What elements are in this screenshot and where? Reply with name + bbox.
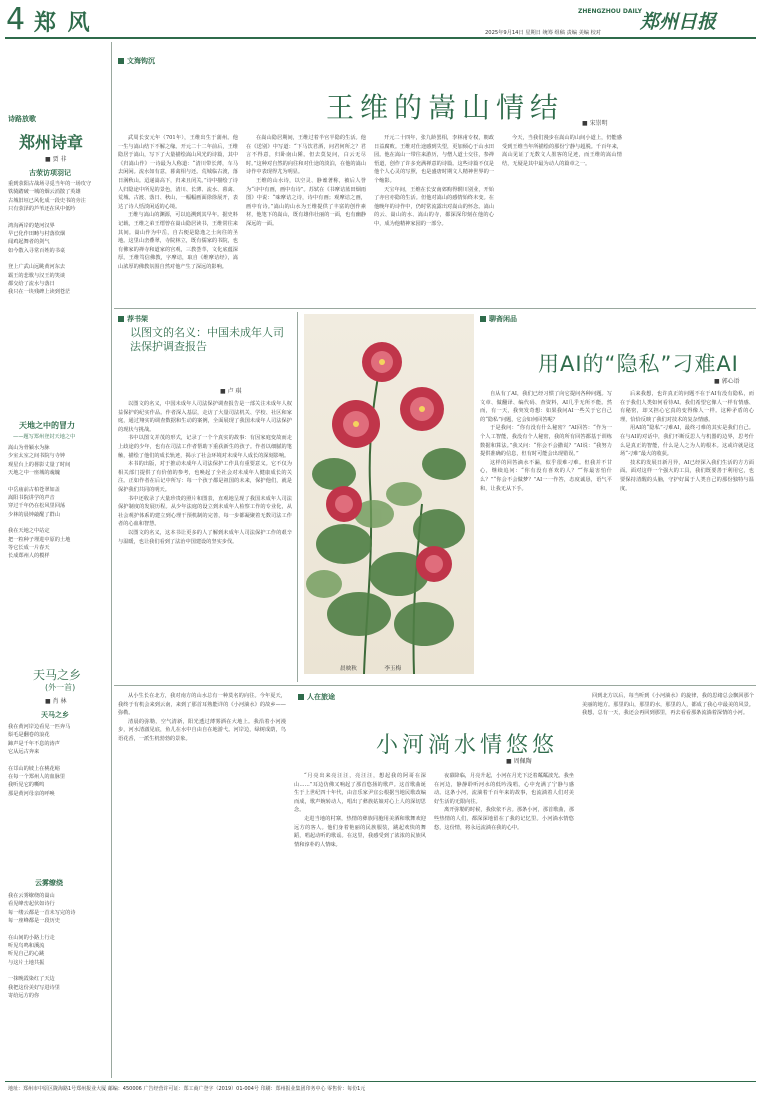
top-article-col5 (630, 134, 750, 304)
poem-line: 古城旧垣已风化成一段史书的旁注 (8, 197, 86, 204)
paragraph: 离开弥勒的时候，我依依不舍。那条小河，那首歌曲，那些热情的人们，都深深地留在了我的记忆里。小河淌水情悠悠，这份情，将永远流淌在我的心中。 (434, 807, 574, 831)
left-column-divider (111, 42, 112, 1078)
poem3-author: ■ 肖 林 (45, 698, 67, 705)
poem-line: 我在云雾缭绕的嵩山 (8, 893, 55, 899)
section-marker-icon (480, 316, 486, 322)
travel-author-name: 周佩陶 (513, 758, 532, 765)
poem-line: 少室太室之间书院与寺钟 (8, 453, 66, 460)
top-article-divider (114, 308, 756, 309)
poem-line: 嵩阳书院讲学的声音 (8, 495, 55, 502)
section-marker-icon (298, 694, 304, 700)
poem-line: 闻鸡起舞者的剑气 (8, 239, 50, 246)
poem-line: 重到荥阳古战场寻觅当年的一场攻守 (8, 181, 92, 187)
poem-line: 等它长成一片春天 (8, 545, 50, 552)
painting-image (304, 314, 474, 674)
paragraph: 后来我想，也许真正的问题不在于AI有没有隐私，而在于我们人类如何看待AI。我们希望它像人一样有情感、有秘密，却又担心它真的变得像人一样。这种矛盾的心理，恰恰反映了我们对技术的复杂情感。 (620, 391, 754, 423)
poem-line: 铁骑踏破一城的烟云消散了英雄 (8, 189, 81, 196)
poem-line: 穿过千年仍在松风里回荡 (8, 503, 66, 510)
paragraph: “月亮出来亮汪汪，亮汪汪，想起我的阿哥在深山……”耳边仿佛又响起了那首悠扬的歌声。这首歌曲诞生于上世纪四十年代，由音乐家尹宜公根据当地民歌改编而成，歌声婉转动人，唱出了彝族姑娘对心上人的深切思念。 (294, 773, 426, 814)
poem-line: 我在黄河岸边看见一匹奔马 (8, 724, 71, 730)
stanza-break (8, 214, 109, 222)
travel-article-col1 (118, 692, 286, 1076)
poem-line: 蹄声是千年不息的涛声 (8, 740, 60, 747)
poem-line: 如今散入寻常百姓的书桌 (8, 247, 66, 254)
paragraph: 从小生长在北方，我对南方的山水总有一种莫名的向往。今年夏天，我终于有机会来到云南，来到了那首耳熟能详的《小河淌水》的故乡——弥勒。 (118, 693, 286, 717)
poem3-author-name: 肖 林 (52, 698, 67, 705)
painting-caption (340, 664, 401, 672)
paper-pinyin: ZHENGZHOU DAILY (578, 8, 642, 15)
paragraph: 天宝年间，王维在长安南郊购得辋川别业，开始了亦官亦隐的生活。但他对嵩山的感情始终未变。在他晚年的诗作中，仍时常流露出对嵩山的怀念。嵩山的云、嵩山的水、嵩山的寺，都深深印刻在他的心中，成为他精神家园的一部分。 (374, 186, 494, 227)
poem-line: 听见自己的心跳 (8, 951, 45, 958)
book-article-body (118, 400, 292, 682)
poem-line: 都交给了流水与落日 (8, 281, 55, 288)
paragraph: 夜幕降临，月亮升起，小河在月光下泛着粼粼波光。我坐在河边，静静聆听河水的低吟浅唱，心中充满了宁静与感动。这条小河，流淌着千百年来的故事，也流淌着人们对美好生活的无限向往。 (434, 773, 574, 805)
poem-line: 鬃毛是翻卷的浪花 (8, 732, 50, 739)
page-number: 4 (6, 2, 26, 37)
poem-line: 看见峰峦起伏如诗行 (8, 901, 55, 908)
poem-line: 长成郑州人的模样 (8, 553, 50, 560)
travel-article-col3 (434, 772, 574, 1076)
paragraph: 王维的山水诗，以空灵、静谧著称，被后人誉为“诗中有画，画中有诗”。苏轼在《书摩诘蓝田烟雨图》中说：“味摩诘之诗，诗中有画；观摩诘之画，画中有诗。”嵩山的山水为王维提供了丰富的创作素材，他笔下的嵩山，既有雄伟壮丽的一面，也有幽静深远的一面。 (246, 177, 366, 227)
poem3-section: 天马之乡 (41, 711, 69, 719)
top-article (116, 42, 756, 307)
stanza-break (8, 255, 109, 263)
poem-line: 寄给远方的你 (8, 993, 40, 1000)
poem-line: 霸王的悲歌与汉王的笑谈 (8, 272, 66, 279)
left-column (5, 42, 109, 1080)
poem-line: 听见鸟鸣和溪流 (8, 943, 45, 950)
stanza-break (8, 478, 109, 486)
paragraph: 清晨的弥勒，空气清新，阳光透过薄雾洒在大地上。我沿着小河漫步，河水清澈见底，鱼儿在水中自由自在地游弋。河岸边，绿树成荫，鸟语花香，一派生机勃勃的景象。 (118, 718, 286, 742)
travel-article-author: ■ 周佩陶 (506, 758, 532, 765)
paragraph: 回到北方以后，每当听到《小河淌水》的旋律，我的思绪总会飘回那个美丽的地方。那里的山，那里的水，那里的人，都成了我心中最美的风景。我想，总有一天，我还会再回到那里，再去看看那条流淌着深情的小河。 (582, 693, 754, 717)
caption-author: 李玉梅 (384, 666, 402, 672)
poem-line: 在邙山的坡上在桃花峪 (8, 765, 60, 772)
book-section-text: 荐书架 (127, 315, 148, 323)
ai-article-col2 (620, 390, 754, 682)
book-section-label (118, 314, 148, 324)
poem1-body (8, 180, 109, 405)
ai-article-author: ■ 郭心语 (714, 378, 740, 385)
top-section-text: 文海钩沉 (127, 57, 155, 65)
masthead-rule (5, 37, 756, 39)
poem2-title: 天地之中的冒力 (19, 421, 75, 430)
poem-line: 中岳庙前古柏苍翠如盖 (8, 486, 60, 493)
poem-line: 在每一个郑州人的血脉里 (8, 774, 66, 781)
poem2-body (8, 444, 109, 654)
date-line: 2025年9月14日 星期日 统筹 组稿 责编 美编 校对 (485, 30, 601, 36)
poem-line: 那是黄河母亲的呼唤 (8, 790, 55, 797)
left-column-author: ■ 贾 非 (45, 156, 67, 163)
footer-text: 地址：郑州市中原区陇海路1号郑州报业大厦 邮编：450006 广告经营许可证：郑工商广登字（2019）01-004号 印刷：郑州报业集团印务中心 零售价：每份1元 (8, 1086, 366, 1092)
paragraph: 自从有了AI，我们已经习惯了向它提问各种问题。写文章、做翻译、编代码、查资料，AI几乎无所不能。然而，有一天，我突发奇想：如果我问AI一些关于它自己的“隐私”问题，它会如何回答呢？ (480, 391, 612, 423)
paragraph: 书中以图文并茂的形式，记录了一个个真实的故事：有因家庭变故而走上歧途的少年，也有在司法工作者帮助下重获新生的孩子。作者以细腻的笔触，描绘了他们的成长轨迹，揭示了社会环境对未成年人成长的深刻影响。 (118, 435, 292, 459)
top-article-title: 王维的嵩山情结 (326, 91, 565, 124)
paragraph: 以图文的名义，这本书让更多的人了解到未成年人司法保护工作的艰辛与温暖，也让我们看到了法治中国建设的坚实步伐。 (118, 529, 292, 545)
page-name: 郑 风 (34, 11, 92, 36)
paragraph: 技术的发展日新月异，AI已经深入我们生活的方方面面。面对这样一个强大的工具，我们既要善于利用它，也要保持清醒的头脑，守护好属于人类自己的那份独特与温度。 (620, 459, 754, 492)
book-review (116, 310, 294, 684)
poem2-subtitle: ——题写郑州登封天地之中 (13, 434, 76, 440)
hollyhock-painting (304, 314, 474, 674)
left-author-name: 贾 非 (52, 156, 67, 163)
mid-divider-horizontal (114, 685, 756, 686)
poem-line: 天地之中一座城的魂魄 (8, 470, 60, 477)
stanza-break (8, 926, 109, 934)
paragraph: 武周长安元年（701年），王维出生于蒲州。他一生与嵩山结下不解之缘。开元二十二年前后，王维隐居于嵩山，写下了大量描绘嵩山风光的诗篇，其中《归嵩山作》一诗最为人称道：“清川带长薄，车马去闲闲。流水如有意，暮禽相与还。荒城临古渡，落日满秋山。迢递嵩高下，归来且闭关。”诗中描绘了诗人归隐途中所见的景色，清川、长薄、流水、暮禽、荒城、古渡、落日、秋山，一幅幅画面徐徐展开，表达了诗人恬淡闲适的心境。 (118, 135, 238, 210)
poem-line: 少林的晨钟敲醒了群山 (8, 511, 60, 518)
paragraph: 今天，当我们漫步在嵩山的山间小道上，仍能感受到王维当年所描绘的那份宁静与超脱。千百年来，嵩山见证了无数文人墨客的足迹，而王维的嵩山情结，无疑是其中最为动人的篇章之一。 (502, 135, 622, 167)
top-author-name: 宋崇明 (589, 120, 608, 127)
book-author-name: 卢 琪 (227, 388, 242, 395)
paragraph: 在嵩山隐居期间，王维过着半官半隐的生活。他在《送别》中写道：“下马饮君酒，问君何所之？君言不得意，归卧南山陲。但去莫复问，白云无尽时。”这种对自然的向往和对仕途的淡泊，在他的嵩山诗作中表现得尤为明显。 (246, 135, 366, 176)
top-article-col4 (502, 134, 622, 304)
book-article-author: ■ 卢 琪 (220, 388, 242, 395)
footer-rule (5, 1081, 756, 1082)
section-marker-icon (118, 316, 124, 322)
paragraph: 开元二十四年，张九龄罢相，李林甫专权，朝政日益腐败。王维对仕途感到失望，更加倾心于山水田园。他在嵩山一带往来游历，与僧人道士交往，参禅悟道，创作了许多充满禅意的诗篇。这些诗篇不仅是他个人心灵的写照，也是盛唐时期文人精神世界的一个缩影。 (374, 135, 494, 184)
poem3-body (8, 723, 109, 861)
ai-article-col1 (480, 390, 612, 682)
stanza-break (8, 757, 109, 765)
poem-line: 我只在一块残碑上读到苍茫 (8, 289, 71, 296)
top-article-author: ■ 宋崇明 (582, 120, 608, 127)
top-article-col1 (118, 134, 238, 304)
poem-line: 鸿沟两岸的楚河汉界 (8, 222, 55, 229)
poem-line: 嵩山为骨颍水为脉 (8, 445, 50, 451)
poem-line: 一抹晚霞染红了天边 (8, 976, 55, 983)
paragraph: 这样的回答滴水不漏，似乎很难刁难。但我并不甘心，继续追问：“你有没有喜欢的人？”“你最害怕什么？”“你会不会做梦？”AI一一作答，态度诚恳，语气平和，让我无从下手。 (480, 459, 612, 492)
paper-name-logo: 郑州日报 (640, 11, 717, 33)
paragraph: 于是我问：“你有没有什么秘密？”AI回答：“作为一个人工智能，我没有个人秘密，我的所有回答都基于训练数据和算法。”我又问：“你会不会撒谎？”AI说：“我努力提供准确的信息，但有时可能会出现错误。” (480, 425, 612, 458)
poem-line: 只有荥泽的芦苇还在风中低吟 (8, 206, 76, 213)
section-marker-icon (118, 58, 124, 64)
paragraph: 以图文的名义，中国未成年人司法保护调查报告是一部关注未成年人权益保护的纪实作品。作者深入基层，走访了大量司法机关、学校、社区和家庭，通过翔实的调查数据和生动的案例，全面展现了我国未成年人司法保护的现状与挑战。 (118, 401, 292, 433)
travel-section-text: 人在旅途 (307, 693, 335, 701)
travel-article-col2 (294, 772, 426, 1076)
left-section-label: 诗路放歌 (8, 115, 36, 123)
paragraph: 书中还收录了大量珍贵的照片和图表，直观地呈现了我国未成年人司法保护制度的发展历程。从少年法庭的设立到未成年人检察工作的专业化，从社会观护体系的建立到心理干预机制的完善，每一步都凝聚着无数司法工作者的心血和智慧。 (118, 495, 292, 528)
paragraph: 本书的出版，对于推动未成年人司法保护工作具有重要意义。它不仅为相关部门提供了有价值的参考，也唤起了全社会对未成年人健康成长的关注。正如作者在后记中所写：每一个孩子都是祖国的未来，保护他们，就是保护我们共同的明天。 (118, 461, 292, 493)
poem-line: 每一缕云都是一首未写完的诗 (8, 909, 76, 916)
poem-line: 它从远古奔来 (8, 749, 40, 756)
ai-section-label (480, 314, 517, 324)
book-article-title: 以图文的名义：中国未成年人司法保护调查报告 (130, 326, 284, 353)
poem-line: 每一座峰都是一段历史 (8, 918, 60, 925)
travel-article-col4 (582, 692, 754, 1076)
ai-article-title: 用AI的“隐私”刁难AI (538, 352, 739, 376)
poem3-subtitle: (外一首) (45, 683, 76, 692)
poem-line: 早已化作田畴与村落炊烟 (8, 231, 66, 238)
paragraph: 走进当地的村寨，热情的彝族同胞用美酒和歌舞欢迎远方的客人。他们身着艳丽的民族服装，跳起欢快的舞蹈，唱起动听的歌谣。在这里，我感受到了浓浓的民族风情和淳朴的人情味。 (294, 815, 426, 848)
paragraph: 用AI的“隐私”刁难AI，最终刁难的其实是我们自己。在与AI的对话中，我们不断反思人与机器的边界，思考什么是真正的智能，什么是人之为人的根本。这或许就是这场“刁难”最大的收获。 (620, 425, 754, 458)
masthead (0, 0, 761, 40)
stanza-break (8, 967, 109, 975)
poem-line: 把一粒种子埋进中原的土地 (8, 536, 71, 543)
caption-title: 晨映秋 (340, 666, 357, 672)
stanza-break (8, 519, 109, 527)
ai-author-name: 郭心语 (721, 378, 740, 385)
top-section-label (118, 56, 155, 66)
left-column-title: 郑州诗章 (19, 133, 84, 152)
poem3-title: 天马之乡 (33, 668, 82, 682)
paragraph: 王维与嵩山的渊源，可以追溯到其早年。据史料记载，王维之弟王缙曾在嵩山隐居读书，王维常往来其间。嵩山作为中岳，自古便是隐逸之士向往的圣地。这里山峦叠翠，寺院林立，既有儒家的书院，也有佛家的禅寺和道家的宫观，三教荟萃，文化底蕴深厚。王维笃信佛教，字摩诘，取自《维摩诘经》，嵩山浓厚的佛教氛围自然对他产生了深远的影响。 (118, 212, 238, 270)
top-article-col2 (246, 134, 366, 304)
poem-line: 登上广武山远眺黄河东去 (8, 264, 66, 271)
poem-line: 我听见它的嘶鸣 (8, 782, 45, 789)
poem-line: 观星台上的晷影丈量了时间 (8, 461, 71, 468)
poem1-title: 古荥访项羽记 (29, 169, 71, 177)
top-article-col3 (374, 134, 494, 304)
poem-line: 我在天地之中站定 (8, 528, 50, 535)
travel-article (116, 688, 756, 1080)
travel-article-title: 小河淌水情悠悠 (376, 733, 559, 758)
poem4-body (8, 892, 109, 1080)
poem-line: 与这片土地共振 (8, 959, 45, 966)
poem4-section: 云雾缭绕 (35, 879, 63, 887)
ai-section-text: 聊斋闲品 (489, 315, 517, 323)
ai-article (300, 310, 756, 684)
mid-divider-vertical (297, 312, 298, 682)
travel-section-label (298, 692, 335, 702)
poem-line: 在山间的小路上行走 (8, 934, 55, 941)
poem-line: 我把这份美好写进诗里 (8, 984, 60, 991)
